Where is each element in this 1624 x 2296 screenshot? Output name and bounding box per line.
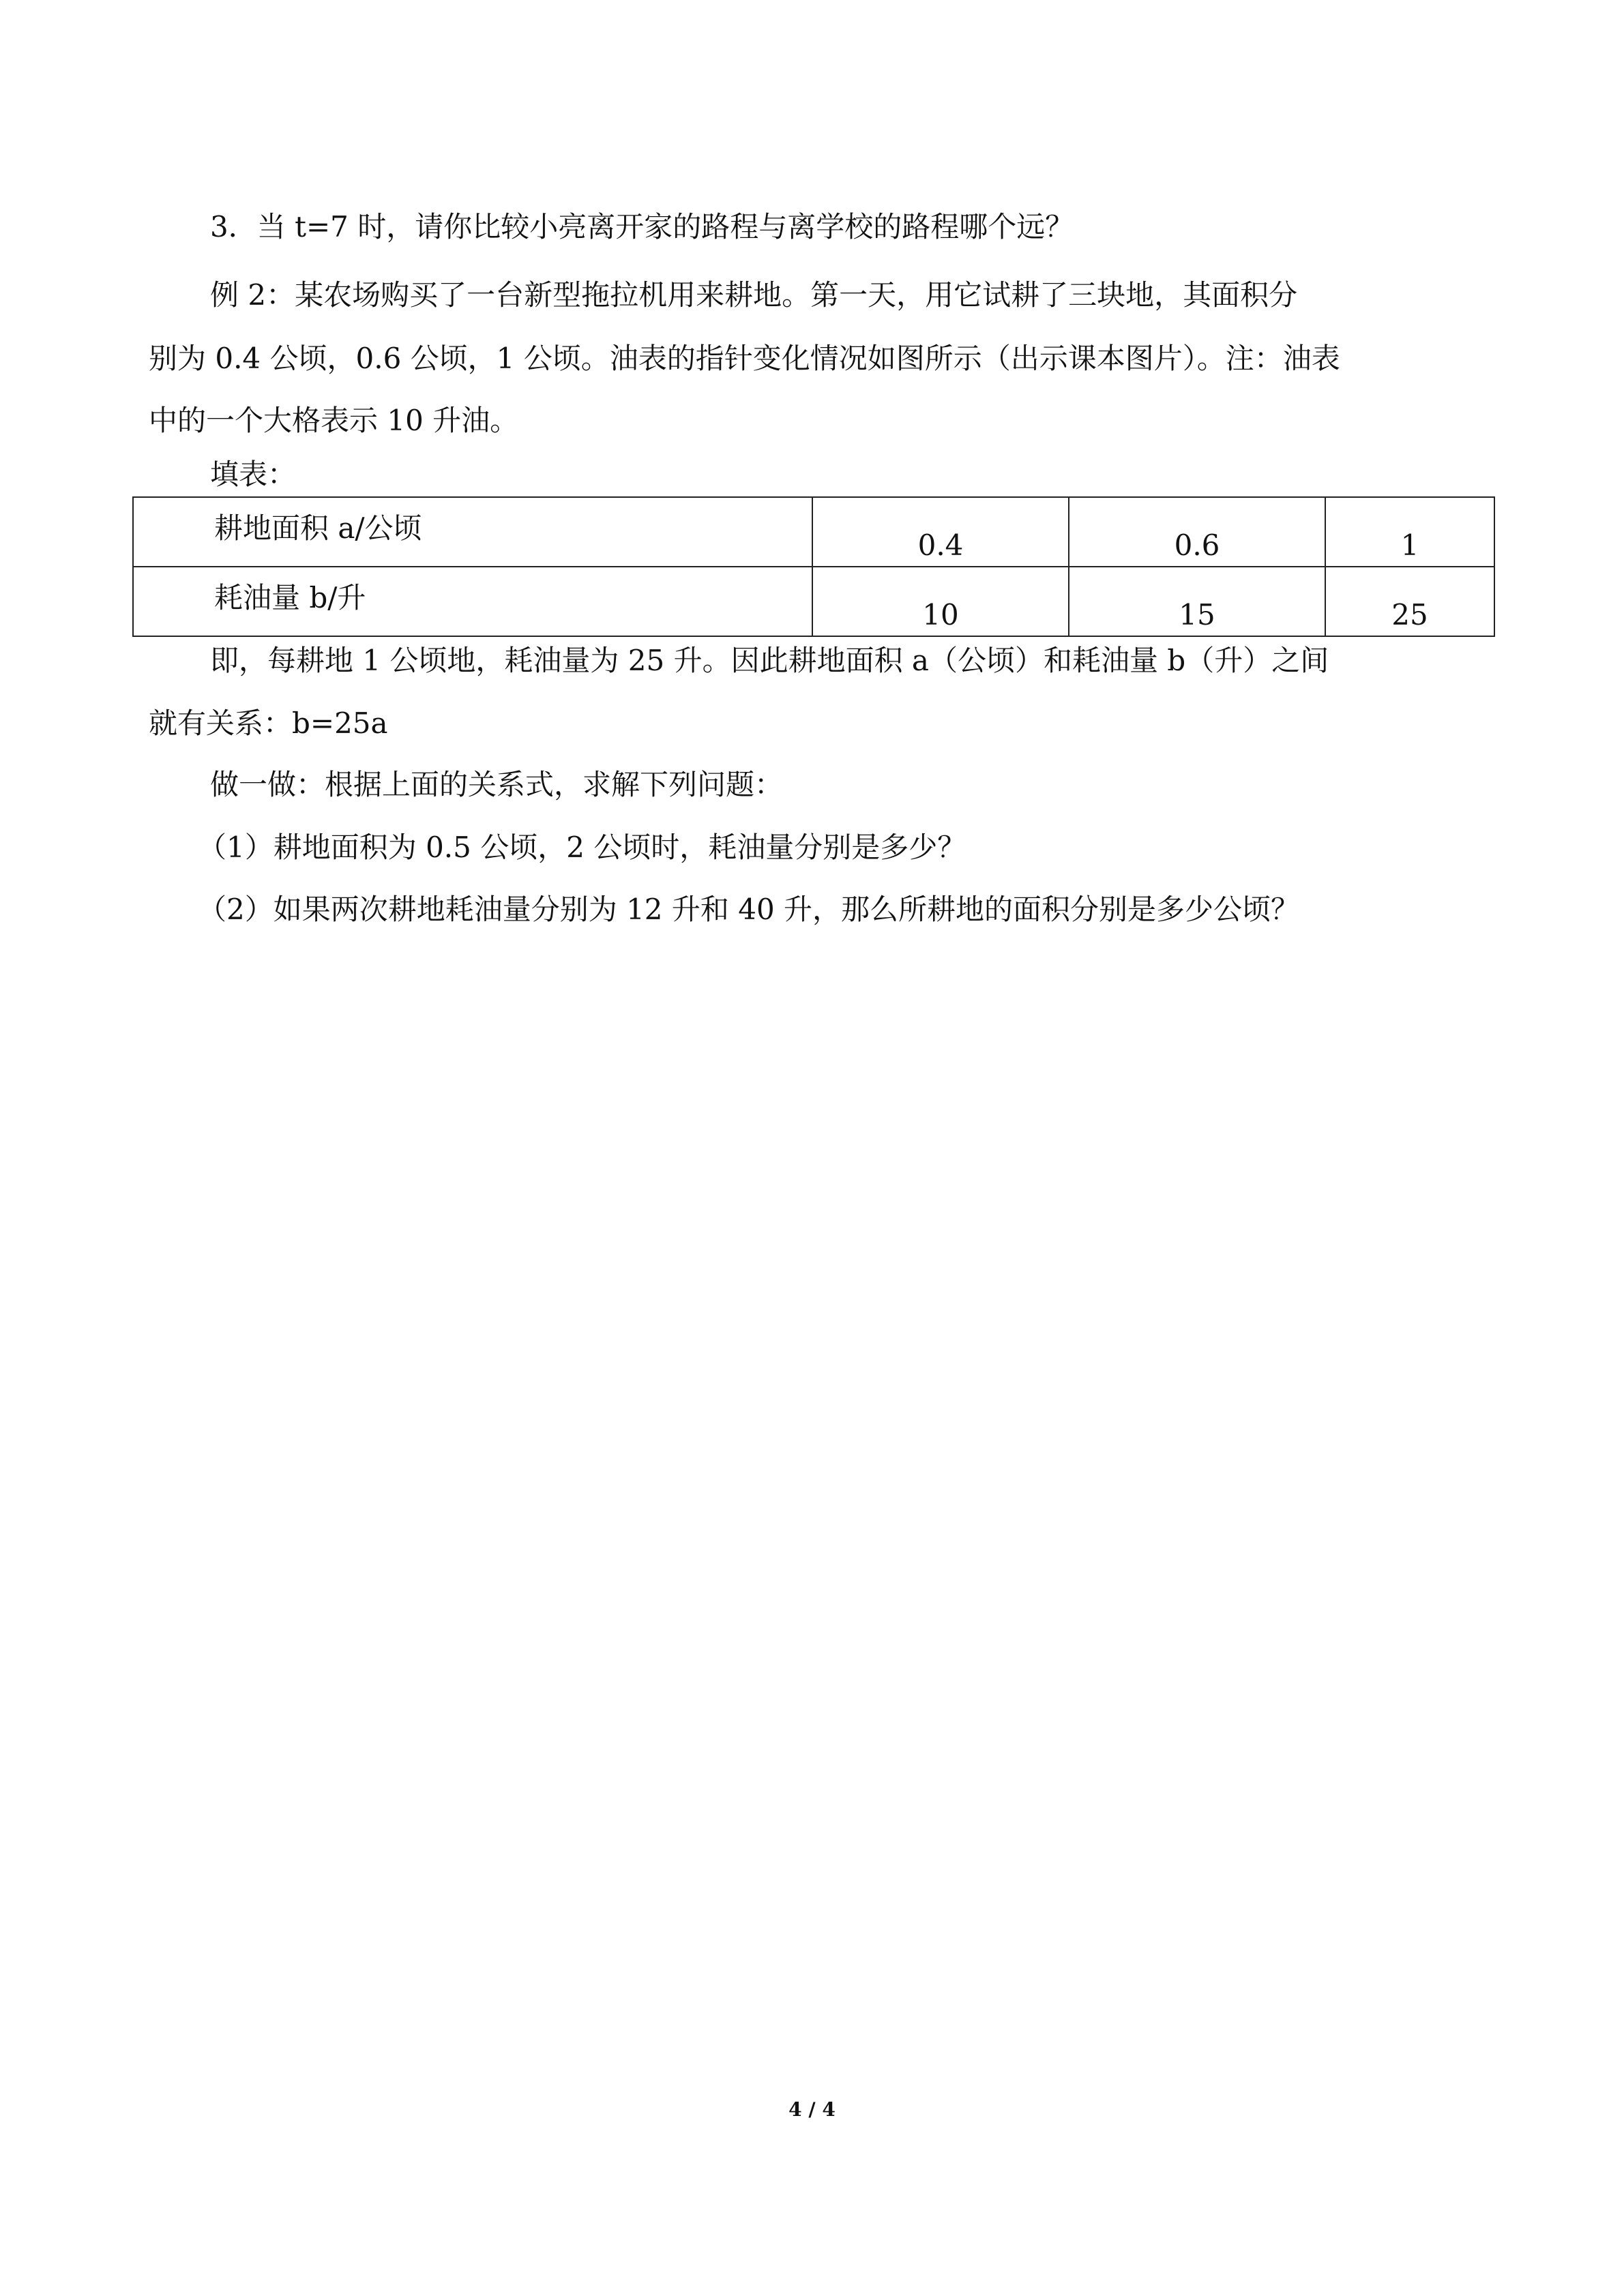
table-row-fuel	[133, 567, 1494, 636]
example-2-line-3: 中的一个大格表示 10 升油。	[149, 404, 519, 437]
cell-fuel-2: 15	[1069, 567, 1325, 636]
question-3: 3．当 t=7 时，请你比较小亮离开家的路程与离学校的路程哪个远？	[210, 210, 1074, 243]
example-2-line-2: 别为 0.4 公顷，0.6 公顷，1 公顷。油表的指针变化情况如图所示（出示课本图片）。注：油表	[149, 342, 1340, 375]
cell-area-3: 1	[1325, 497, 1494, 567]
row-label-fuel: 耗油量 b/升	[133, 567, 812, 636]
row-label-area: 耕地面积 a/公顷	[133, 497, 812, 567]
table-row-area	[133, 497, 1494, 567]
example-2-line-1: 例 2：某农场购买了一台新型拖拉机用来耕地。第一天，用它试耕了三块地，其面积分	[210, 278, 1298, 312]
conclusion-line-1: 即，每耕地 1 公顷地，耗油量为 25 升。因此耕地面积 a（公顷）和耗油量 b（升）之间	[210, 644, 1329, 677]
practice-question-1: （1）耕地面积为 0.5 公顷，2 公顷时，耗油量分别是多少？	[198, 831, 966, 864]
fill-table-label: 填表：	[210, 458, 297, 491]
cell-area-2: 0.6	[1069, 497, 1325, 567]
data-table	[132, 496, 1495, 637]
cell-area-1: 0.4	[812, 497, 1069, 567]
practice-intro: 做一做：根据上面的关系式，求解下列问题：	[210, 768, 784, 801]
cell-fuel-1: 10	[812, 567, 1069, 636]
practice-question-2: （2）如果两次耕地耗油量分别为 12 升和 40 升，那么所耕地的面积分别是多少公顷？	[198, 893, 1300, 926]
cell-fuel-3: 25	[1325, 567, 1494, 636]
page-number: 4 / 4	[788, 2098, 836, 2121]
conclusion-line-2: 就有关系：b=25a	[149, 706, 388, 740]
